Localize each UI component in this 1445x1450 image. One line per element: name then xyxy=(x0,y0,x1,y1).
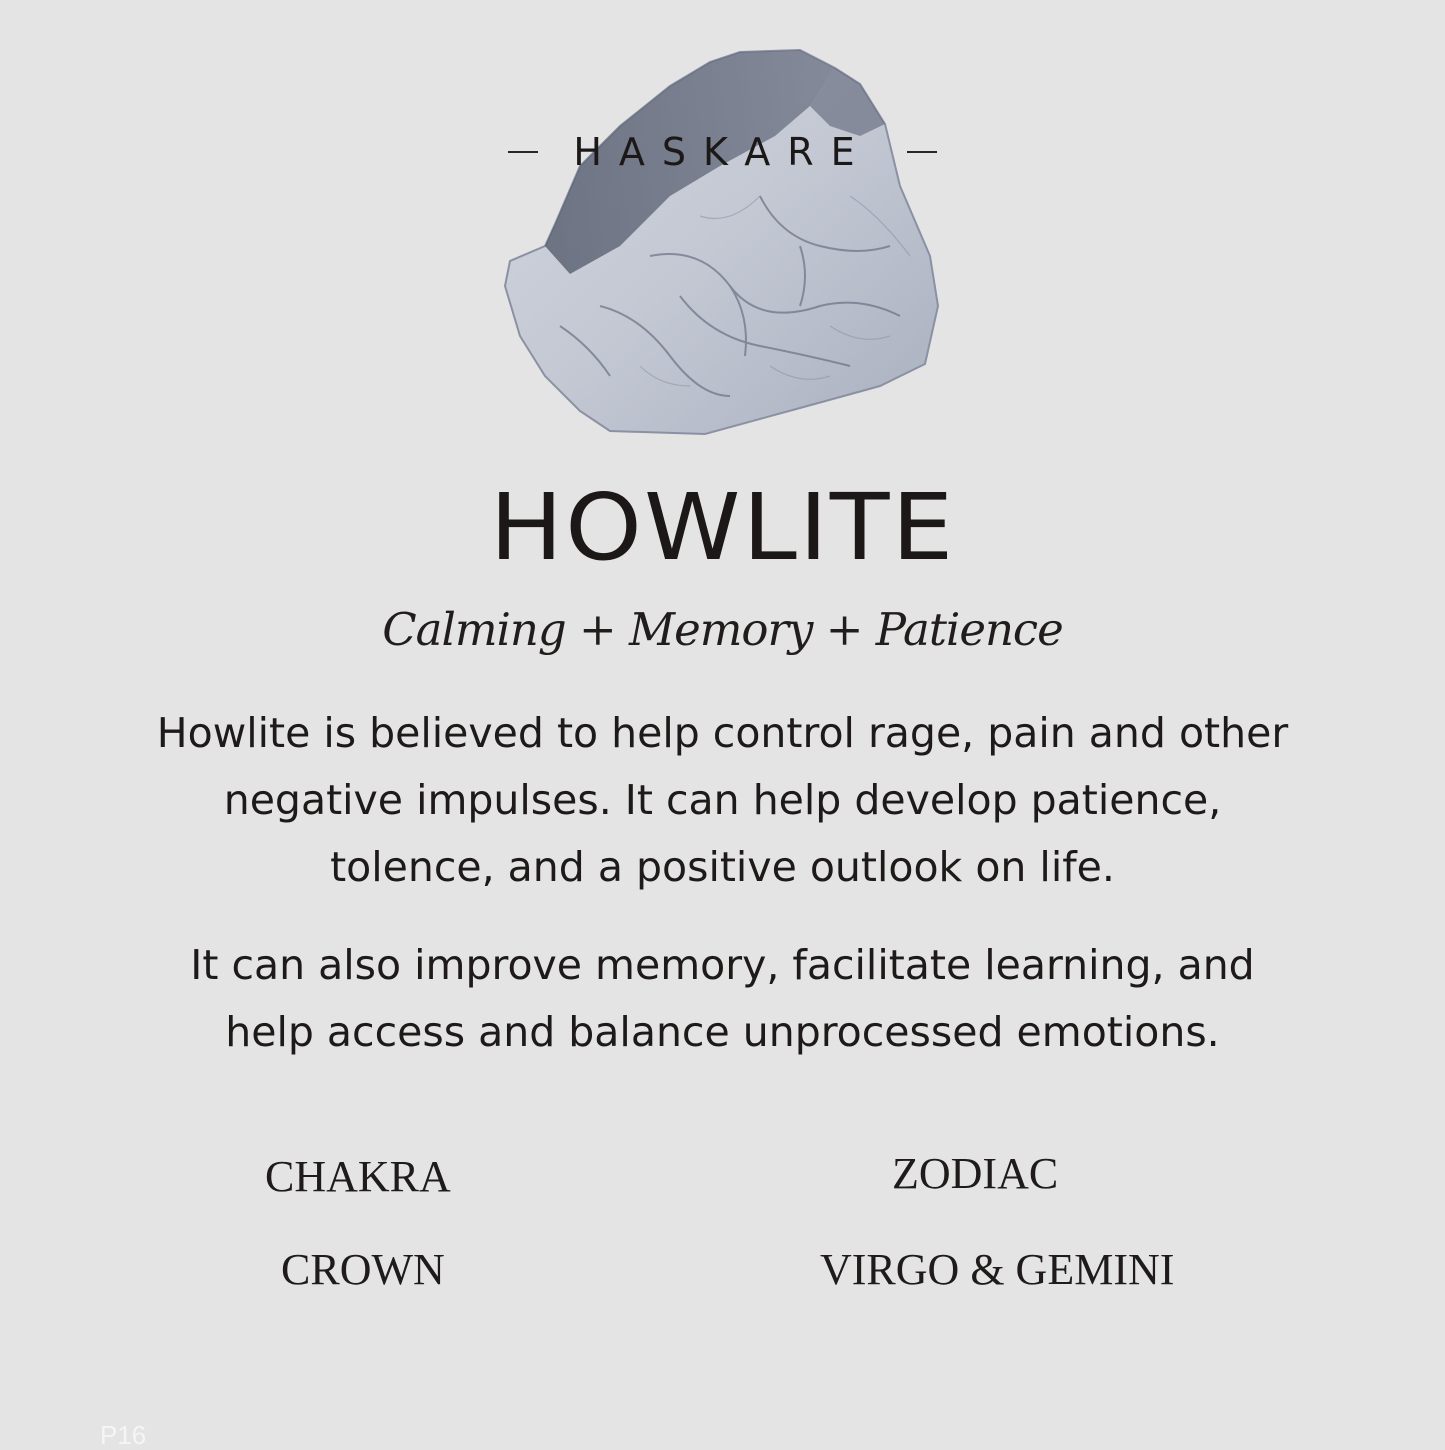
howlite-stone-image xyxy=(500,46,945,436)
chakra-value: CROWN xyxy=(281,1245,445,1294)
description-paragraph-1 xyxy=(0,700,1445,901)
description-line: Howlite is believed to help control rage, pain and other xyxy=(156,709,1289,757)
description-line: negative impulses. It can help develop patience, xyxy=(223,776,1222,824)
product-tagline: Calming + Memory + Patience xyxy=(382,603,1063,656)
brand-logo xyxy=(0,130,1445,174)
description-line: tolence, and a positive outlook on life. xyxy=(330,843,1115,891)
description-line: help access and balance unprocessed emotions. xyxy=(225,1008,1220,1056)
product-title: HOWLITE xyxy=(489,474,956,581)
description-paragraph-2 xyxy=(0,932,1445,1066)
zodiac-value: VIRGO & GEMINI xyxy=(820,1245,1175,1294)
zodiac-label: ZODIAC xyxy=(892,1149,1059,1198)
description-line: It can also improve memory, facilitate learning, and xyxy=(190,941,1255,989)
brand-dash-left xyxy=(508,151,538,153)
page-code: P16 xyxy=(100,1420,147,1450)
chakra-label: CHAKRA xyxy=(265,1152,451,1201)
brand-dash-right xyxy=(907,151,937,153)
brand-name: HASKARE xyxy=(573,130,872,174)
